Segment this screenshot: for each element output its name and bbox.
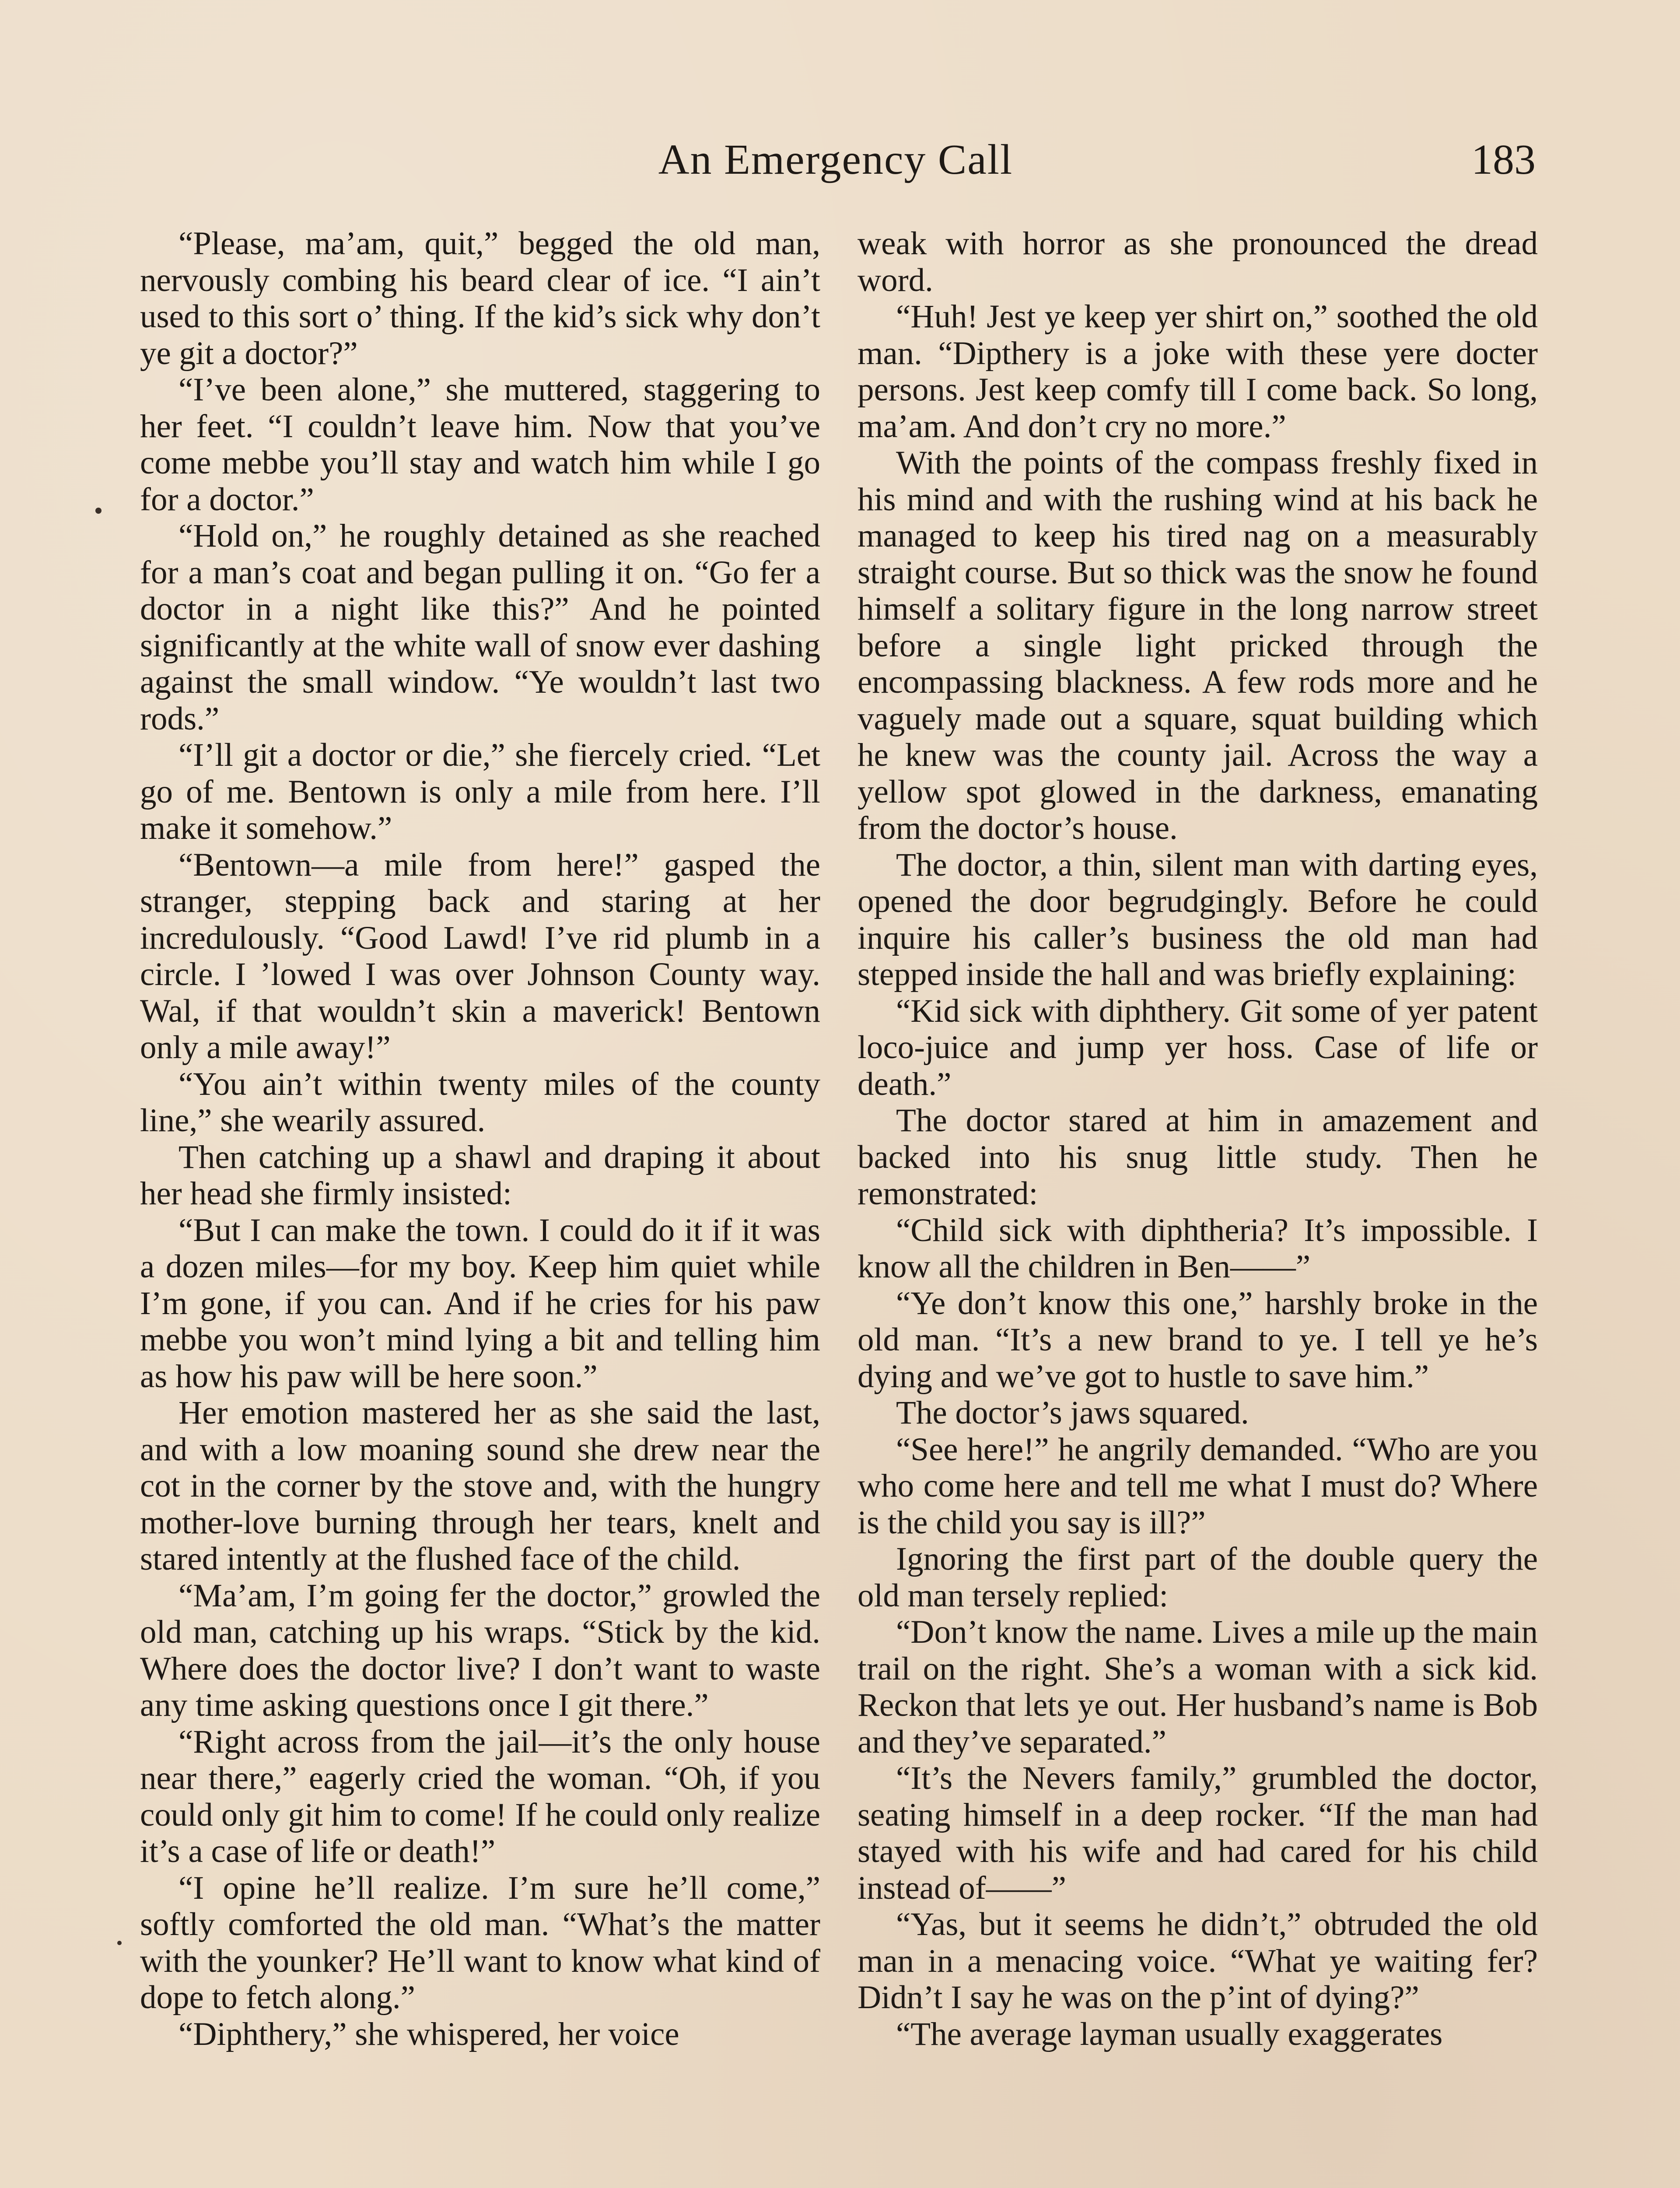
paragraph: Ignoring the first part of the double query the old man tersely replied: — [858, 1541, 1538, 1614]
paragraph: “But I can make the town. I could do it if it was a dozen miles—for my boy. Keep him quiet while I’m gone, if you can. And if he cries for his paw mebbe you won’t mind lying a bit and telling him as how his paw will be here soon.” — [140, 1212, 820, 1395]
page-header — [136, 127, 1536, 193]
paragraph: “Hold on,” he roughly detained as she reached for a man’s coat and began pulling it on. “Go fer a doctor in a night like this?” And he pointed significantly at the white wall of snow ever dashing against the small window. “Ye wouldn’t last two rods.” — [140, 518, 820, 737]
page-number: 183 — [1471, 136, 1536, 183]
paragraph: “Huh! Jest ye keep yer shirt on,” soothed the old man. “Dipthery is a joke with these yere docter persons. Jest keep comfy till I come back. So long, ma’am. And don’t cry no more.” — [858, 298, 1538, 445]
paragraph: The doctor, a thin, silent man with darting eyes, opened the door begrudgingly. Before he could inquire his caller’s business the old man had stepped inside the hall and was briefly explaining: — [858, 846, 1538, 992]
print-speck — [117, 1941, 122, 1945]
paragraph: “It’s the Nevers family,” grumbled the doctor, seating himself in a deep rocker. “If the man had stayed with his wife and had cared for his child instead of——” — [858, 1760, 1538, 1906]
paragraph: weak with horror as she pronounced the dread word. — [858, 225, 1538, 298]
right-text-column — [858, 225, 1538, 2188]
paragraph: “You ain’t within twenty miles of the county line,” she wearily assured. — [140, 1066, 820, 1139]
paragraph: With the points of the compass freshly fixed in his mind and with the rushing wind at his back he managed to keep his tired nag on a measurably straight course. But so thick was the snow he found himself a solitary figure in the long narrow street before a single light pricked through the encompassing blackness. A few rods more and he vaguely made out a square, squat building which he knew was the county jail. Across the way a yellow spot glowed in the darkness, emanating from the doctor’s house. — [858, 445, 1538, 846]
paragraph: “Ma’am, I’m going fer the doctor,” growled the old man, catching up his wraps. “Stick by the kid. Where does the doctor live? I don’t want to waste any time asking questions once I git there.” — [140, 1577, 820, 1723]
paragraph: “I’ll git a doctor or die,” she fiercely cried. “Let go of me. Bentown is only a mile from here. I’ll make it somehow.” — [140, 737, 820, 846]
paragraph: Then catching up a shawl and draping it about her head she firmly insisted: — [140, 1139, 820, 1212]
paragraph: “Kid sick with diphthery. Git some of yer patent loco-juice and jump yer hoss. Case of life or death.” — [858, 992, 1538, 1102]
paragraph: “See here!” he angrily demanded. “Who are you who come here and tell me what I must do? Where is the child you say is ill?” — [858, 1431, 1538, 1541]
paragraph: “I opine he’ll realize. I’m sure he’ll come,” softly comforted the old man. “What’s the matter with the younker? He’ll want to know what kind of dope to fetch along.” — [140, 1869, 820, 2016]
left-text-column — [140, 225, 820, 2188]
paragraph: “The average layman usually exaggerates — [896, 2016, 1443, 2052]
paragraph: “Yas, but it seems he didn’t,” obtruded the old man in a menacing voice. “What ye waiting fer? Didn’t I say he was on the p’int of dying?” — [858, 1906, 1538, 2016]
running-title: An Emergency Call — [658, 136, 1013, 183]
paragraph: “Bentown—a mile from here!” gasped the stranger, stepping back and staring at her incredulously. “Good Lawd! I’ve rid plumb in a circle. I ’lowed I was over Johnson County way. Wal, if that wouldn’t skin a maverick! Bentown only a mile away!” — [140, 846, 820, 1066]
paragraph: The doctor stared at him in amazement and backed into his snug little study. Then he remonstrated: — [858, 1102, 1538, 1212]
paragraph: The doctor’s jaws squared. — [896, 1395, 1249, 1431]
paragraph: “Right across from the jail—it’s the only house near there,” eagerly cried the woman. “Oh, if you could only git him to come! If he could only realize it’s a case of life or death!” — [140, 1723, 820, 1869]
paragraph: Her emotion mastered her as she said the last, and with a low moaning sound she drew near the cot in the corner by the stove and, with the hungry mother-love burning through her tears, knelt and stared intently at the flushed face of the child. — [140, 1395, 820, 1577]
paragraph: “Diphthery,” she whispered, her voice — [178, 2016, 679, 2052]
paragraph: “I’ve been alone,” she muttered, staggering to her feet. “I couldn’t leave him. Now that you’ve come mebbe you’ll stay and watch him while I go for a doctor.” — [140, 372, 820, 518]
print-speck — [95, 508, 102, 514]
paragraph: “Don’t know the name. Lives a mile up the main trail on the right. She’s a woman with a sick kid. Reckon that lets ye out. Her husband’s name is Bob and they’ve separated.” — [858, 1614, 1538, 1760]
paragraph: “Child sick with diphtheria? It’s impossible. I know all the children in Ben——” — [858, 1212, 1538, 1285]
paragraph: “Please, ma’am, quit,” begged the old man, nervously combing his beard clear of ice. “I ain’t used to this sort o’ thing. If the kid’s sick why don’t ye git a doctor?” — [140, 225, 820, 372]
paragraph: “Ye don’t know this one,” harshly broke in the old man. “It’s a new brand to ye. I tell ye he’s dying and we’ve got to hustle to save him.” — [858, 1285, 1538, 1395]
